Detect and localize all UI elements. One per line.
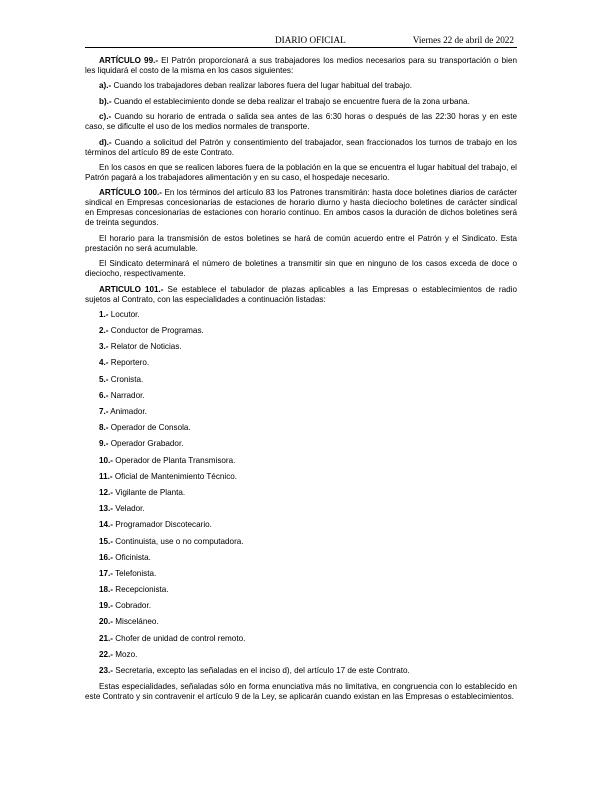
list-item [85,326,517,336]
item-a-text: Cuando los trabajadores deban realizar labores fuera del lugar habitual del trabajo. [111,81,413,91]
list-item [85,342,517,352]
article-99-item-c [85,112,517,132]
list-item [85,537,517,547]
article-100-text: En los términos del artículo 83 los Patrones transmitirán: hasta doce boletines diarios de carácter sindical en Empresas concesionarias de estaciones de horario diurno y hasta dieciocho boletines de carácter sindical en Empresas concesionarias de estaciones con horario continuo. En ambos casos la duración de dichos boletines será de treinta segundos. [85,188,517,228]
list-item-label: Programador Discotecario. [113,520,212,530]
list-item-label: Cobrador. [113,601,151,611]
list-item-label: Operador de Planta Transmisora. [113,455,236,465]
page-header [85,35,517,48]
article-100-limit: El Sindicato determinará el número de boletines a transmitir sin que en ninguno de los casos exceda de doce o dieciocho, respectivamente. [85,259,517,279]
item-a-label: a).- [99,81,112,91]
list-item [85,472,517,482]
list-item [85,569,517,579]
article-99-item-a [85,81,517,91]
item-d-text: Cuando a solicitud del Patrón y consentimiento del trabajador, sean fraccionados los turnos de trabajo en los términos del artículo 89 de este Contrato. [85,137,517,157]
list-item [85,634,517,644]
article-101-closing: Estas especialidades, señaladas sólo en forma enunciativa más no limitativa, en congruencia con lo establecido en este Contrato y sin contravenir el artículo 9 de la Ley, se aplicarán cuando existan en las Empresas o establecimientos. [85,682,517,702]
list-item-number: 16.- [99,552,114,562]
list-item-label: Velador. [113,504,145,514]
article-99-text: El Patrón proporcionará a sus trabajadores los medios necesarios para su transportación o bien les liquidará el costo de la misma en los casos siguientes: [85,56,517,75]
list-item-number: 23.- [99,666,114,676]
list-item-label: Narrador. [108,390,145,400]
specialties-list [85,310,517,676]
list-item-label: Conductor de Programas. [108,326,204,336]
list-item [85,358,517,368]
list-item [85,423,517,433]
list-item [85,456,517,466]
article-99-heading: ARTÍCULO 99.- [99,56,159,65]
article-101-text: Se establece el tabulador de plazas aplicables a las Empresas o establecimientos de radio sujetos al Contrato, con las especialidades a continuación listadas: [85,284,517,304]
list-item [85,375,517,385]
list-item-label: Cronista. [108,374,144,384]
list-item [85,520,517,530]
list-item-label: Oficial de Mantenimiento Técnico. [112,471,238,481]
list-item [85,553,517,563]
list-item-label: Locutor. [108,309,140,319]
list-item-number: 22.- [99,649,114,659]
header-title: DIARIO OFICIAL [275,35,346,45]
list-item [85,504,517,514]
document-body [85,56,517,708]
item-b-text: Cuando el establecimiento donde se deba realizar el trabajo se encuentre fuera de la zona urbana. [111,96,470,106]
list-item-label: Operador Grabador. [108,439,184,449]
list-item-number: 1.- [99,309,109,319]
list-item-number: 21.- [99,633,114,643]
article-100-schedule: El horario para la transmisión de estos boletines se hará de común acuerdo entre el Patrón y el Sindicato. Esta prestación no será acumulable. [85,233,517,253]
article-99-item-d [85,138,517,158]
item-c-label: c).- [99,112,112,122]
list-item [85,666,517,676]
list-item-label: Recepcionista. [113,585,169,595]
article-99-item-b [85,97,517,107]
list-item [85,585,517,595]
list-item-number: 4.- [99,358,109,368]
list-item-label: Vigilante de Planta. [113,487,186,497]
list-item-label: Mozo. [113,649,138,659]
article-100-heading: ARTÍCULO 100.- [99,188,162,198]
list-item [85,488,517,498]
list-item [85,310,517,320]
header-date: Viernes 22 de abril de 2022 [412,35,514,45]
list-item-label: Oficinista. [113,552,151,562]
list-item-number: 3.- [99,342,109,352]
article-99-intro [85,56,517,76]
list-item-number: 17.- [99,568,114,578]
list-item [85,391,517,401]
list-item-number: 5.- [99,374,109,384]
list-item-number: 19.- [99,601,114,611]
list-item-number: 15.- [99,536,114,546]
list-item-label: Secretaria, excepto las señaladas en el inciso d), del artículo 17 de este Contrato. [113,666,410,676]
list-item-number: 11.- [99,471,113,481]
list-item-label: Relator de Noticias. [108,342,182,352]
list-item-label: Continuista, use o no computadora. [113,536,244,546]
list-item-number: 7.- [99,407,109,417]
list-item-label: Telefonista. [113,568,157,578]
list-item-number: 14.- [99,520,114,530]
list-item-number: 10.- [99,455,114,465]
list-item [85,601,517,611]
article-101-heading: ARTICULO 101.- [99,284,164,294]
item-b-label: b).- [99,96,112,106]
list-item [85,617,517,627]
article-99-extra: En los casos en que se realicen labores fuera de la población en la que se encuentra el lugar habitual del trabajo, el Patrón pagará a los trabajadores alimentación y en su caso, el hospedaje necesario. [85,162,517,182]
item-c-text: Cuando su horario de entrada o salida sea antes de las 6:30 horas o después de las 22:30 horas y en este caso, se dificulte el uso de los medios normales de transporte. [85,112,517,132]
list-item [85,650,517,660]
article-101-intro [85,285,517,305]
list-item-number: 9.- [99,439,109,449]
list-item-number: 13.- [99,504,114,514]
list-item-label: Reportero. [108,358,150,368]
list-item-number: 8.- [99,423,109,433]
list-item-label: Chofer de unidad de control remoto. [113,633,246,643]
list-item-number: 20.- [99,617,114,627]
list-item-number: 12.- [99,487,114,497]
list-item [85,439,517,449]
list-item-number: 6.- [99,390,109,400]
list-item-number: 18.- [99,585,114,595]
article-100-intro [85,188,517,228]
list-item-number: 2.- [99,326,109,336]
list-item-label: Animador. [108,407,147,417]
list-item-label: Operador de Consola. [108,423,191,433]
item-d-label: d).- [99,137,112,147]
list-item-label: Misceláneo. [113,617,159,627]
list-item [85,407,517,417]
